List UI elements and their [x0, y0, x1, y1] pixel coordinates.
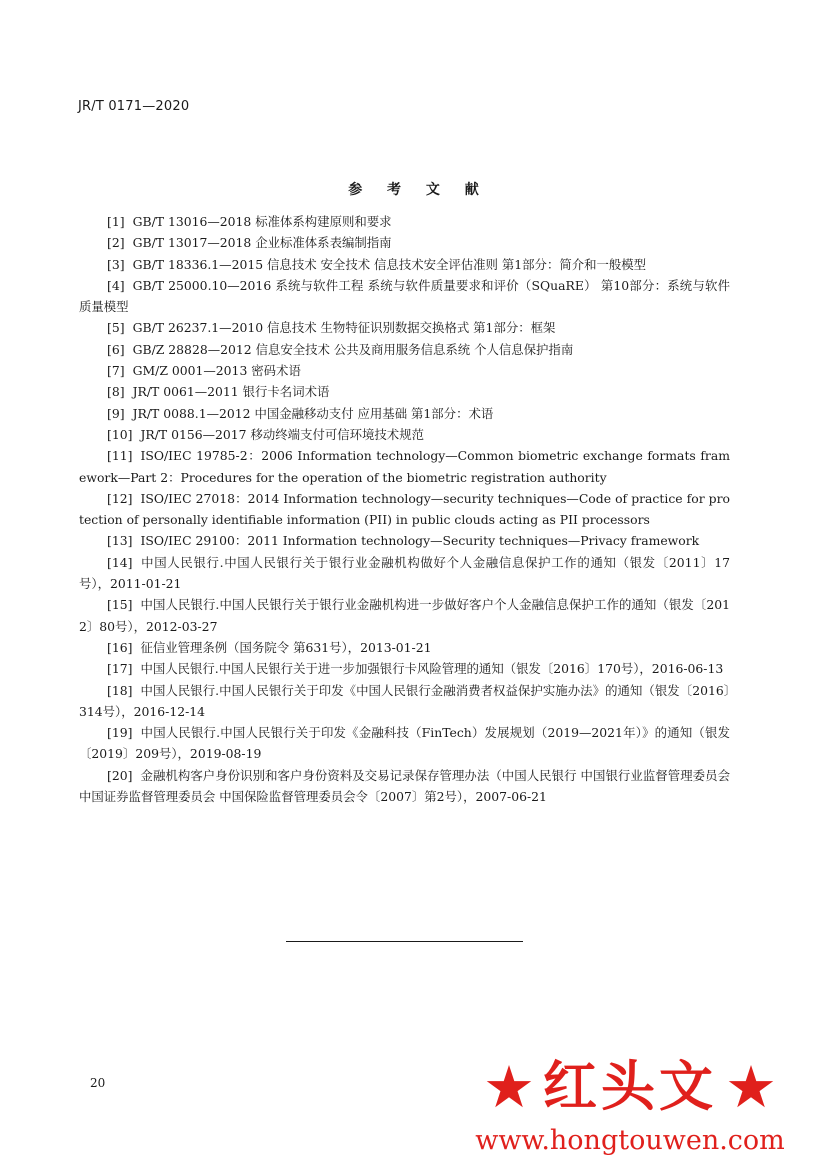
reference-item	[79, 637, 730, 658]
reference-number: [17]	[107, 661, 133, 677]
reference-text: GB/Z 28828—2012 信息安全技术 公共及商用服务信息系统 个人信息保护指南	[132, 341, 574, 357]
reference-number: [13]	[107, 533, 133, 549]
reference-number: [11]	[107, 448, 133, 464]
section-title: 参 考 文 献	[348, 182, 489, 198]
page-number: 20	[90, 1076, 106, 1090]
reference-number: [18]	[107, 682, 133, 698]
reference-text: ISO/IEC 19785-2：2006 Information technology—Common biometric exchange formats framework—Part 2：Procedures for the operation of the biometric registration authority	[79, 448, 730, 485]
reference-item	[79, 594, 730, 637]
reference-text: GB/T 25000.10—2016 系统与软件工程 系统与软件质量要求和评价（SQuaRE） 第10部分：系统与软件质量模型	[79, 277, 730, 315]
reference-item	[79, 424, 730, 445]
reference-number: [9]	[107, 405, 125, 421]
reference-item	[79, 765, 730, 808]
reference-text: 中国人民银行.中国人民银行关于银行业金融机构进一步做好客户个人金融信息保护工作的通知（银发〔2012〕80号），2012-03-27	[79, 597, 730, 634]
reference-text: 中国人民银行.中国人民银行关于印发《中国人民银行金融消费者权益保护实施办法》的通知（银发〔2016〕314号），2016-12-14	[79, 682, 730, 719]
reference-item	[79, 317, 730, 338]
reference-number: [14]	[107, 554, 133, 570]
reference-item	[79, 722, 730, 765]
reference-number: [5]	[107, 320, 125, 336]
reference-text: ISO/IEC 29100：2011 Information technology—Security techniques—Privacy framework	[140, 533, 700, 549]
reference-item	[79, 403, 730, 424]
site-watermark	[450, 1052, 810, 1162]
reference-number: [8]	[107, 384, 125, 400]
star-icon: ★	[483, 1053, 535, 1121]
watermark-url: www.hongtouwen.com	[475, 1125, 785, 1156]
reference-number: [4]	[107, 277, 125, 293]
reference-number: [2]	[107, 235, 125, 251]
reference-item	[79, 552, 730, 595]
reference-list	[79, 211, 730, 807]
reference-number: [19]	[107, 725, 133, 741]
reference-number: [10]	[107, 426, 133, 442]
reference-item	[79, 211, 730, 232]
reference-number: [6]	[107, 341, 125, 357]
reference-text: JR/T 0061—2011 银行卡名词术语	[132, 384, 330, 400]
reference-item	[79, 680, 730, 723]
reference-item	[79, 658, 730, 679]
reference-text: ISO/IEC 27018：2014 Information technology—security techniques—Code of practice for protection of personally identifiable information (PII) in public clouds acting as PII processors	[79, 490, 730, 528]
reference-number: [1]	[107, 214, 125, 229]
star-icon: ★	[725, 1053, 777, 1121]
reference-text: 中国人民银行.中国人民银行关于进一步加强银行卡风险管理的通知（银发〔2016〕170号），2016-06-13	[140, 661, 724, 677]
reference-text: GB/T 18336.1—2015 信息技术 安全技术 信息技术安全评估准则 第1部分：简介和一般模型	[132, 256, 647, 272]
reference-text: 中国人民银行.中国人民银行关于印发《金融科技（FinTech）发展规划（2019—2021年）》的通知（银发〔2019〕209号），2019-08-19	[79, 725, 730, 762]
reference-number: [20]	[107, 767, 133, 783]
reference-item	[79, 530, 730, 551]
reference-number: [12]	[107, 490, 133, 506]
document-code: JR/T 0171—2020	[78, 99, 190, 114]
end-of-document-rule	[286, 941, 523, 942]
reference-text: JR/T 0088.1—2012 中国金融移动支付 应用基础 第1部分：术语	[132, 405, 494, 421]
watermark-brand	[450, 1052, 810, 1122]
reference-text: GB/T 13016—2018 标准体系构建原则和要求	[132, 214, 392, 229]
reference-text: GB/T 26237.1—2010 信息技术 生物特征识别数据交换格式 第1部分：框架	[132, 320, 556, 336]
reference-item	[79, 360, 730, 381]
reference-text: GM/Z 0001—2013 密码术语	[132, 363, 301, 379]
reference-item	[79, 488, 730, 531]
reference-text: JR/T 0156—2017 移动终端支付可信环境技术规范	[140, 426, 424, 442]
reference-number: [7]	[107, 363, 125, 379]
reference-item	[79, 381, 730, 402]
reference-item	[79, 339, 730, 360]
reference-text: 征信业管理条例（国务院令 第631号），2013-01-21	[140, 639, 432, 655]
reference-text: 金融机构客户身份识别和客户身份资料及交易记录保存管理办法（中国人民银行 中国银行业监督管理委员会 中国证券监督管理委员会 中国保险监督管理委员会令〔2007〕第2号），2007-06-21	[79, 767, 730, 805]
reference-number: [3]	[107, 256, 125, 272]
reference-text: GB/T 13017—2018 企业标准体系表编制指南	[132, 235, 392, 251]
reference-item	[79, 254, 730, 275]
reference-item	[79, 275, 730, 318]
watermark-brand-text: 红头文	[543, 1055, 717, 1118]
reference-item	[79, 445, 730, 488]
reference-text: 中国人民银行.中国人民银行关于银行业金融机构做好个人金融信息保护工作的通知（银发〔2011〕17号），2011-01-21	[79, 554, 730, 592]
reference-number: [16]	[107, 639, 133, 655]
reference-item	[79, 232, 730, 253]
reference-number: [15]	[107, 597, 133, 613]
